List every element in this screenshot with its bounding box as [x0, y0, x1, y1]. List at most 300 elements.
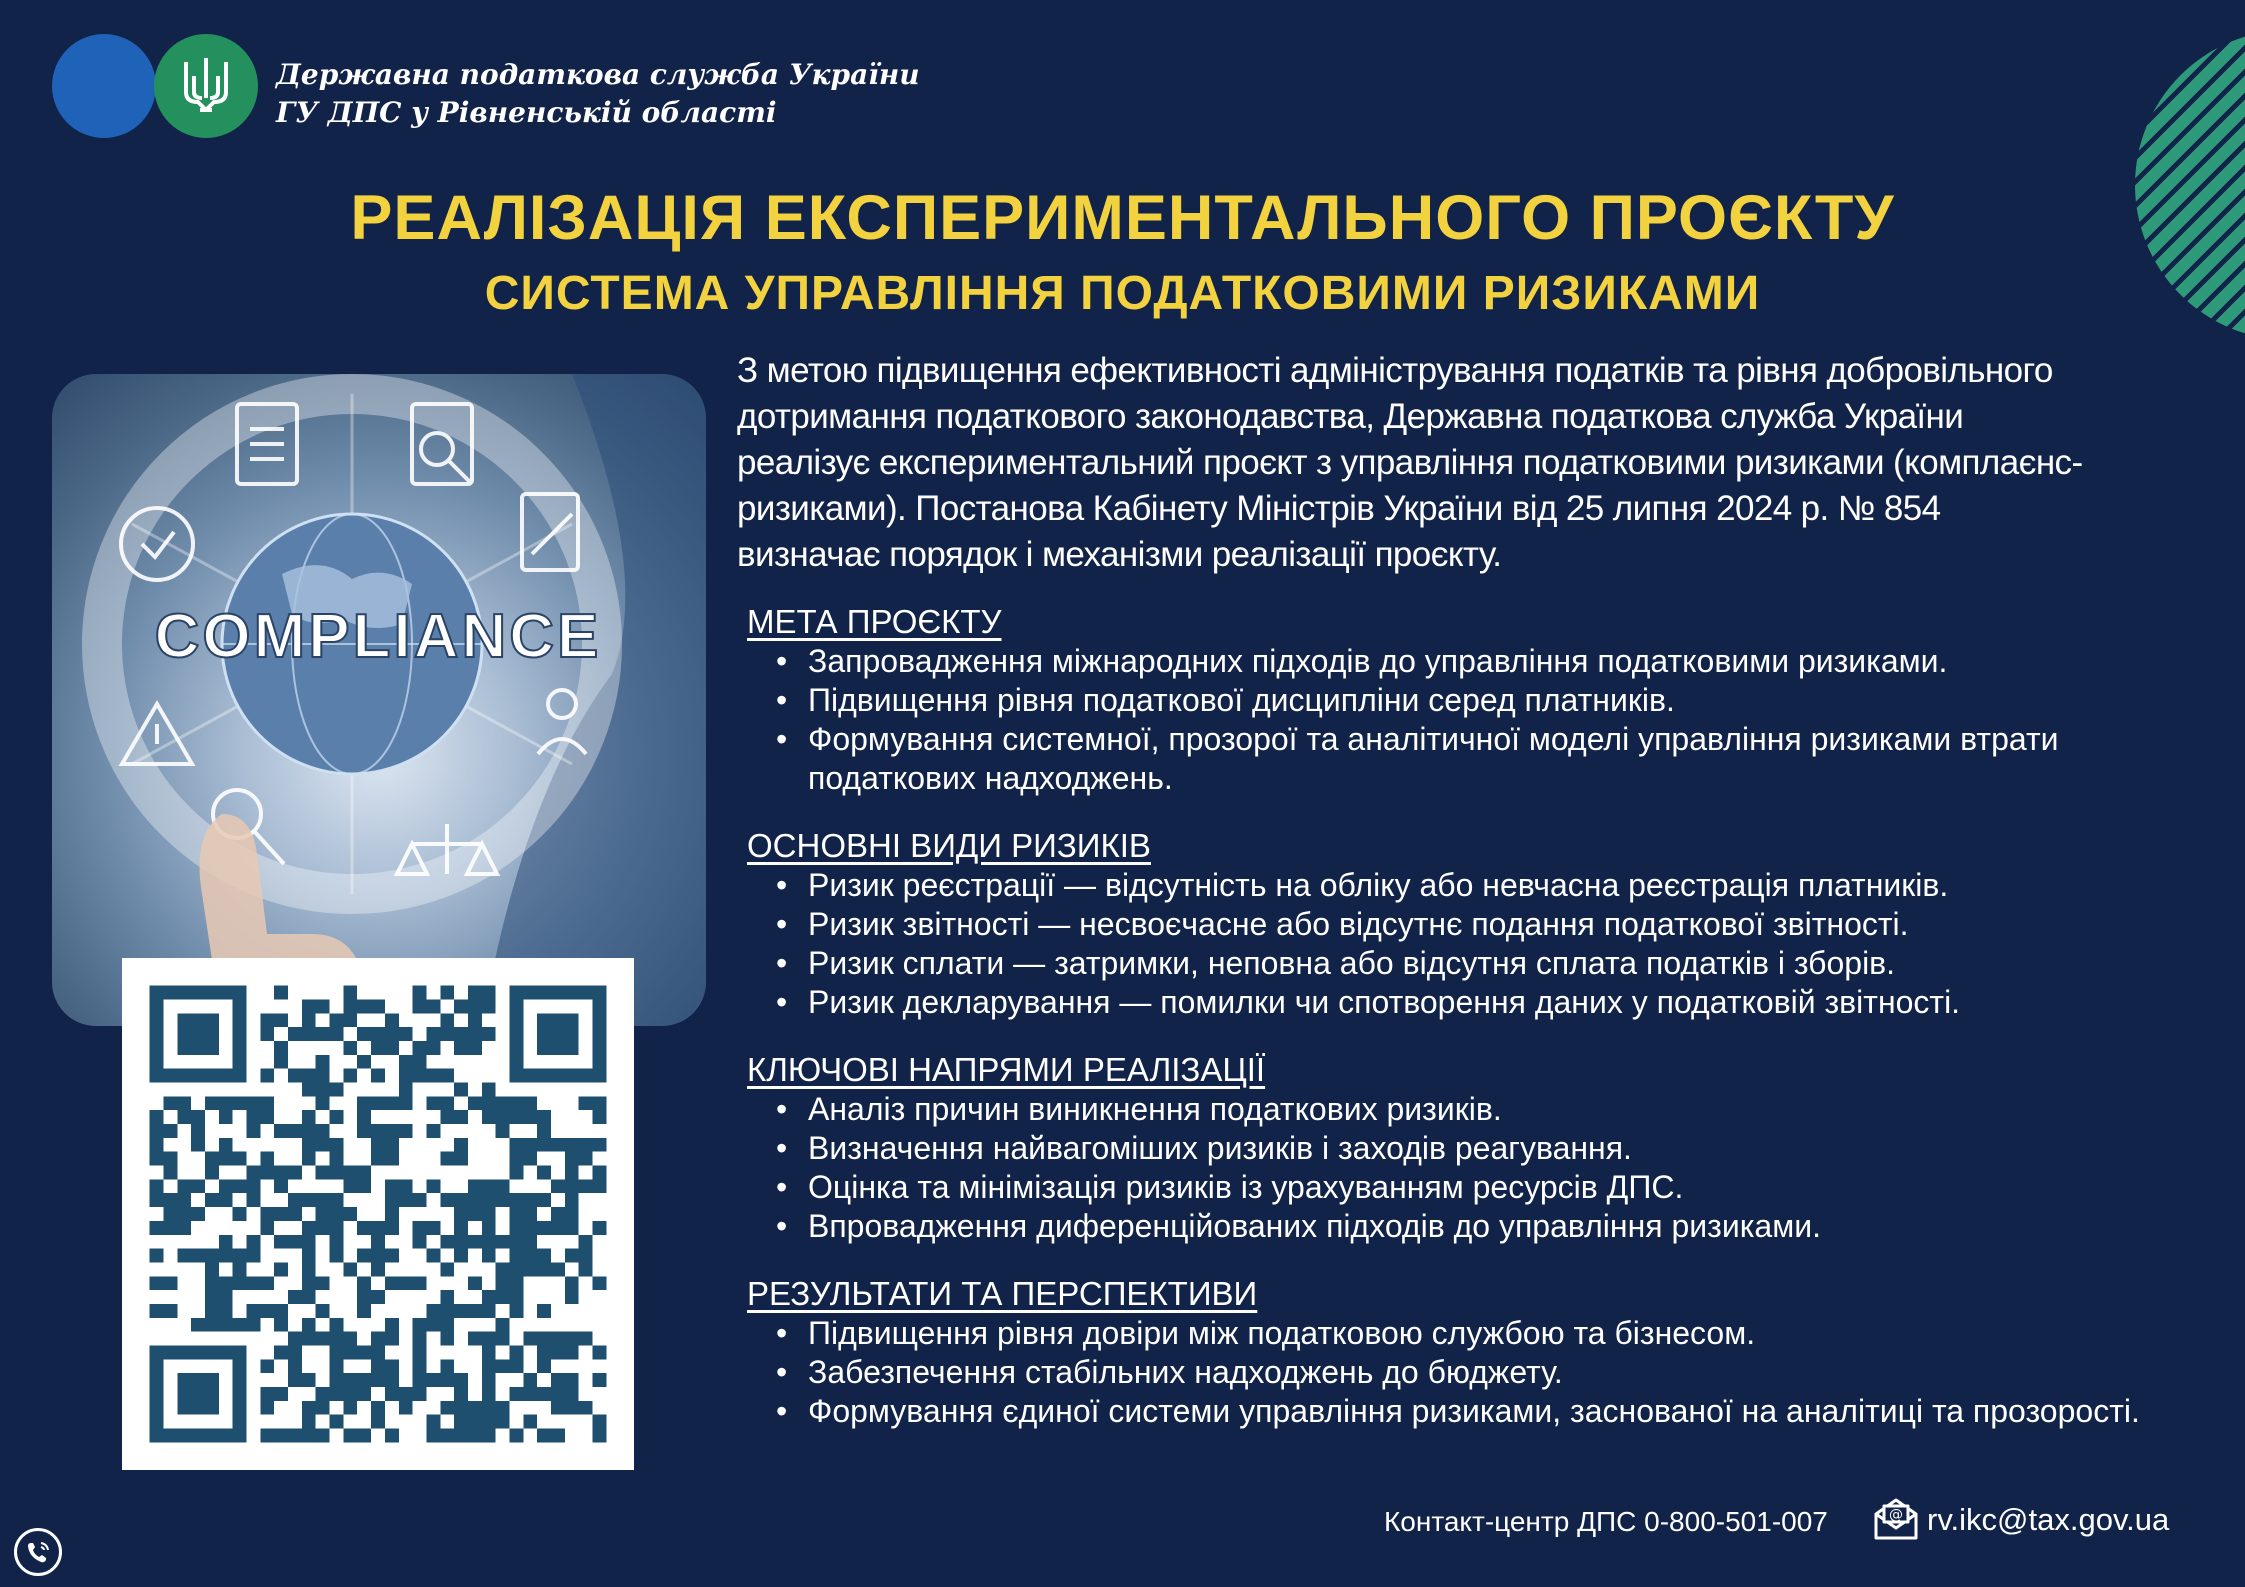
qr-module [343, 1387, 357, 1401]
qr-module [537, 1166, 551, 1180]
qr-module [357, 1387, 371, 1401]
qr-module [565, 1152, 579, 1166]
qr-module [288, 1124, 302, 1138]
qr-module [233, 1207, 247, 1221]
qr-module [413, 1193, 427, 1207]
qr-module [454, 1207, 468, 1221]
qr-module [413, 1332, 427, 1346]
list-item: • Ризик реєстрації — відсутність на обліку або невчасна реєстрація платників. [808, 866, 2187, 905]
qr-module [330, 1415, 344, 1429]
qr-module [343, 1166, 357, 1180]
qr-module [330, 1249, 344, 1263]
qr-module [274, 1055, 288, 1069]
qr-module [551, 1373, 565, 1387]
qr-module [399, 1069, 413, 1083]
qr-module [164, 1096, 178, 1110]
qr-module [551, 1207, 565, 1221]
qr-module [302, 1276, 316, 1290]
qr-module [247, 1193, 261, 1207]
qr-module [509, 1249, 523, 1263]
qr-module [537, 1138, 551, 1152]
qr-module [468, 1193, 482, 1207]
qr-module [482, 1193, 496, 1207]
qr-module [191, 1207, 205, 1221]
qr-module [454, 1110, 468, 1124]
qr-module [164, 1304, 178, 1318]
qr-module [260, 1428, 274, 1442]
qr-module [426, 1041, 440, 1055]
qr-module [150, 1179, 164, 1193]
qr-module [316, 1069, 330, 1083]
qr-module [205, 1166, 219, 1180]
qr-module [454, 1193, 468, 1207]
qr-module [509, 1359, 523, 1373]
qr-module [316, 1083, 330, 1097]
qr-module [260, 1304, 274, 1318]
qr-module [274, 1428, 288, 1442]
qr-module [426, 1096, 440, 1110]
qr-module [288, 1069, 302, 1083]
qr-module [247, 1276, 261, 1290]
qr-module [288, 1235, 302, 1249]
qr-module [537, 1249, 551, 1263]
qr-module [509, 1345, 523, 1359]
qr-module [219, 1179, 233, 1193]
qr-module [509, 1235, 523, 1249]
list-item: • Ризик звітності — несвоєчасне або відсутнє подання податкової звітності. [808, 905, 2187, 944]
qr-module [454, 1000, 468, 1014]
qr-module [233, 1179, 247, 1193]
qr-module [205, 1276, 219, 1290]
qr-module [565, 1387, 579, 1401]
qr-module [454, 1083, 468, 1097]
list-item: • Формування системної, прозорої та аналітичної моделі управління ризиками втрати податкових надходжень. [808, 720, 2178, 798]
list-item: • Формування єдиної системи управління ризиками, заснованої на аналітиці та прозорості. [808, 1392, 2178, 1431]
qr-module [523, 1221, 537, 1235]
qr-module [537, 1359, 551, 1373]
qr-module [468, 1179, 482, 1193]
email-link[interactable]: rv.ikc@tax.gov.ua [1927, 1502, 2170, 1537]
qr-module [371, 1262, 385, 1276]
qr-module [233, 1152, 247, 1166]
qr-module [330, 1027, 344, 1041]
qr-module [565, 1166, 579, 1180]
qr-module [496, 1332, 510, 1346]
qr-module [302, 1000, 316, 1014]
qr-module [177, 1221, 191, 1235]
qr-module [260, 1152, 274, 1166]
qr-module [330, 1138, 344, 1152]
qr-module [330, 1359, 344, 1373]
qr-module [579, 1401, 593, 1415]
qr-module [302, 1221, 316, 1235]
qr-module [482, 1304, 496, 1318]
qr-module [509, 1262, 523, 1276]
qr-module [496, 1415, 510, 1429]
qr-module [482, 1415, 496, 1429]
qr-module [219, 1235, 233, 1249]
qr-module [274, 1387, 288, 1401]
section-heading: ОСНОВНІ ВИДИ РИЗИКІВ [747, 827, 1151, 864]
qr-module [302, 1235, 316, 1249]
qr-module [426, 1000, 440, 1014]
qr-module [247, 1110, 261, 1124]
bullet-list [747, 1090, 2187, 1246]
qr-module [205, 1262, 219, 1276]
qr-module [523, 1262, 537, 1276]
qr-module [454, 1373, 468, 1387]
intro-line: визначає порядок і механізми реалізації проєкту. [737, 535, 1502, 574]
qr-module [385, 1096, 399, 1110]
qr-module [247, 1096, 261, 1110]
qr-module [316, 1096, 330, 1110]
compliance-image [52, 374, 706, 1026]
list-item: • Впровадження диференційованих підходів до управління ризиками. [808, 1207, 2187, 1246]
qr-module [426, 1179, 440, 1193]
qr-module [592, 1415, 606, 1429]
qr-module [316, 1124, 330, 1138]
qr-module [371, 1096, 385, 1110]
qr-module [371, 1152, 385, 1166]
qr-module [302, 1373, 316, 1387]
qr-module [343, 1000, 357, 1014]
intro-line: ризиками). Постанова Кабінету Міністрів України від 25 липня 2024 р. № 854 [737, 489, 1941, 528]
qr-module [454, 1249, 468, 1263]
qr-module [260, 1276, 274, 1290]
qr-module [523, 1152, 537, 1166]
qr-module [260, 1096, 274, 1110]
qr-module [592, 1096, 606, 1110]
qr-module [537, 1110, 551, 1124]
qr-module [357, 1249, 371, 1263]
qr-module [482, 1401, 496, 1415]
qr-module [496, 1110, 510, 1124]
qr-module [205, 1096, 219, 1110]
qr-module [302, 1138, 316, 1152]
qr-module [482, 1373, 496, 1387]
qr-module [565, 1290, 579, 1304]
qr-module [371, 1415, 385, 1429]
qr-module [247, 1304, 261, 1318]
qr-module [413, 1055, 427, 1069]
qr-code[interactable] [122, 958, 634, 1470]
qr-module [426, 1318, 440, 1332]
qr-module [219, 1138, 233, 1152]
list-item: • Підвищення рівня довіри між податковою службою та бізнесом. [808, 1314, 2187, 1353]
qr-module [288, 1428, 302, 1442]
qr-module [205, 1290, 219, 1304]
qr-module [330, 1207, 344, 1221]
qr-module [191, 1124, 205, 1138]
qr-module [537, 1221, 551, 1235]
qr-module [592, 1428, 606, 1442]
qr-module [219, 1290, 233, 1304]
qr-module [385, 1041, 399, 1055]
qr-module [233, 1262, 247, 1276]
qr-module [496, 1096, 510, 1110]
qr-module [233, 1318, 247, 1332]
qr-module [592, 1179, 606, 1193]
bullet-list [747, 642, 2187, 798]
qr-module [385, 1124, 399, 1138]
qr-module [233, 1276, 247, 1290]
qr-module [440, 986, 454, 1000]
qr-module [565, 1276, 579, 1290]
qr-module [191, 1249, 205, 1263]
qr-module [399, 1083, 413, 1097]
qr-module [316, 1193, 330, 1207]
qr-module [371, 1221, 385, 1235]
qr-module [440, 1193, 454, 1207]
qr-module [330, 1318, 344, 1332]
intro-paragraph [737, 348, 2177, 578]
qr-module [579, 1262, 593, 1276]
qr-module [454, 1235, 468, 1249]
qr-module [440, 1013, 454, 1027]
qr-module [302, 1124, 316, 1138]
qr-module [260, 1207, 274, 1221]
logo [52, 34, 262, 138]
qr-module [150, 1138, 164, 1152]
qr-module [482, 1345, 496, 1359]
qr-finder-center [177, 1013, 219, 1055]
qr-module [316, 1332, 330, 1346]
organization-name [276, 56, 920, 132]
qr-module [399, 1179, 413, 1193]
qr-module [302, 1152, 316, 1166]
qr-module [150, 1249, 164, 1263]
qr-module [219, 1304, 233, 1318]
qr-module [523, 1332, 537, 1346]
qr-module [357, 1428, 371, 1442]
qr-module [468, 1332, 482, 1346]
svg-text:@: @ [1889, 1507, 1903, 1523]
qr-module [509, 1096, 523, 1110]
qr-module [413, 1318, 427, 1332]
qr-module [523, 1235, 537, 1249]
qr-module [330, 1387, 344, 1401]
qr-module [565, 1179, 579, 1193]
qr-module [357, 1166, 371, 1180]
qr-module [260, 1401, 274, 1415]
qr-module [371, 1401, 385, 1415]
qr-module [274, 986, 288, 1000]
qr-module [274, 1262, 288, 1276]
qr-module [385, 1387, 399, 1401]
qr-module [440, 1401, 454, 1415]
qr-module [343, 1069, 357, 1083]
qr-module [219, 1096, 233, 1110]
qr-module [565, 1221, 579, 1235]
qr-module [219, 1249, 233, 1263]
qr-module [288, 1193, 302, 1207]
qr-module [385, 1193, 399, 1207]
email-icon [1873, 1494, 1919, 1542]
qr-module [288, 1027, 302, 1041]
qr-module [551, 1428, 565, 1442]
qr-module [302, 1415, 316, 1429]
qr-module [496, 1193, 510, 1207]
qr-module [316, 1276, 330, 1290]
qr-module [454, 1401, 468, 1415]
qr-module [191, 1179, 205, 1193]
qr-module [371, 1249, 385, 1263]
qr-module [509, 1221, 523, 1235]
qr-module [496, 1235, 510, 1249]
qr-module [177, 1193, 191, 1207]
qr-module [413, 1276, 427, 1290]
qr-module [302, 1428, 316, 1442]
qr-module [440, 1332, 454, 1346]
qr-module [302, 1110, 316, 1124]
qr-module [316, 1304, 330, 1318]
qr-module [357, 1027, 371, 1041]
qr-module [343, 1428, 357, 1442]
qr-module [426, 1304, 440, 1318]
qr-module [288, 1373, 302, 1387]
qr-module [413, 1041, 427, 1055]
qr-module [509, 1152, 523, 1166]
qr-module [371, 1041, 385, 1055]
qr-module [233, 1249, 247, 1263]
qr-module [440, 1096, 454, 1110]
qr-module [247, 1166, 261, 1180]
compliance-illustration [52, 374, 706, 1026]
qr-module [274, 1124, 288, 1138]
section-heading: МЕТА ПРОЄКТУ [747, 603, 1002, 640]
qr-module [385, 1221, 399, 1235]
qr-module [164, 1166, 178, 1180]
qr-module [371, 1124, 385, 1138]
qr-module [468, 1428, 482, 1442]
qr-module [150, 1152, 164, 1166]
qr-module [330, 1166, 344, 1180]
qr-module [150, 1276, 164, 1290]
qr-module [454, 1428, 468, 1442]
qr-module [426, 1249, 440, 1263]
qr-module [468, 1415, 482, 1429]
qr-module [579, 1235, 593, 1249]
list-item: • Запровадження міжнародних підходів до управління податковими ризиками. [808, 642, 2187, 681]
qr-module [371, 1138, 385, 1152]
qr-module [219, 1276, 233, 1290]
qr-module [523, 1207, 537, 1221]
qr-module [440, 1318, 454, 1332]
logo-blue-circle [52, 34, 156, 138]
phone-glyph [17, 1531, 59, 1573]
qr-module [413, 1221, 427, 1235]
qr-module [523, 1096, 537, 1110]
qr-module [482, 1249, 496, 1263]
qr-module [537, 1387, 551, 1401]
qr-module [316, 1000, 330, 1014]
qr-module [523, 1138, 537, 1152]
qr-module [316, 1166, 330, 1180]
qr-module [371, 1000, 385, 1014]
qr-module [288, 1359, 302, 1373]
qr-module [177, 1096, 191, 1110]
phone-icon[interactable] [14, 1528, 62, 1576]
qr-module [357, 1110, 371, 1124]
qr-module [247, 1235, 261, 1249]
qr-module [260, 1069, 274, 1083]
qr-module [509, 1193, 523, 1207]
qr-module [302, 1027, 316, 1041]
qr-module [440, 1152, 454, 1166]
qr-module [164, 1124, 178, 1138]
qr-module [302, 1332, 316, 1346]
qr-module [357, 1373, 371, 1387]
qr-module [330, 1110, 344, 1124]
qr-module [496, 1318, 510, 1332]
qr-module [205, 1318, 219, 1332]
qr-module [440, 1304, 454, 1318]
qr-module [330, 1373, 344, 1387]
qr-module [274, 1304, 288, 1318]
qr-module [468, 1304, 482, 1318]
qr-code-pattern [122, 958, 634, 1470]
qr-module [385, 1179, 399, 1193]
section-heading: РЕЗУЛЬТАТИ ТА ПЕРСПЕКТИВИ [747, 1275, 1258, 1312]
qr-module [316, 1401, 330, 1415]
qr-module [302, 1083, 316, 1097]
qr-module [496, 1359, 510, 1373]
qr-module [592, 1166, 606, 1180]
qr-module [177, 1110, 191, 1124]
qr-module [482, 986, 496, 1000]
qr-module [440, 1235, 454, 1249]
qr-module [579, 1138, 593, 1152]
qr-module [565, 1401, 579, 1415]
qr-module [191, 1318, 205, 1332]
qr-module [385, 1276, 399, 1290]
qr-module [371, 1027, 385, 1041]
qr-module [579, 1332, 593, 1346]
qr-module [260, 1166, 274, 1180]
qr-module [357, 1345, 371, 1359]
list-item: • Підвищення рівня податкової дисципліни серед платників. [808, 681, 2187, 720]
qr-module [482, 1207, 496, 1221]
qr-module [357, 1055, 371, 1069]
qr-module [288, 1207, 302, 1221]
qr-module [523, 1415, 537, 1429]
qr-module [371, 1290, 385, 1304]
qr-module [537, 1304, 551, 1318]
compliance-caption: COMPLIANCE [154, 602, 602, 671]
main-title: РЕАЛІЗАЦІЯ ЕКСПЕРИМЕНТАЛЬНОГО ПРОЄКТУ [350, 183, 1895, 253]
qr-module [288, 1332, 302, 1346]
qr-module [592, 1110, 606, 1124]
qr-module [592, 1373, 606, 1387]
qr-module [551, 1332, 565, 1346]
qr-module [316, 1221, 330, 1235]
qr-module [523, 1249, 537, 1263]
qr-module [330, 1193, 344, 1207]
qr-module [565, 1332, 579, 1346]
section-key-directions [747, 1050, 2187, 1246]
qr-module [496, 1276, 510, 1290]
qr-module [413, 1235, 427, 1249]
qr-module [330, 1152, 344, 1166]
qr-module [357, 1000, 371, 1014]
qr-module [205, 1304, 219, 1318]
qr-module [343, 986, 357, 1000]
qr-module [247, 1179, 261, 1193]
qr-module [399, 1096, 413, 1110]
qr-module [551, 1345, 565, 1359]
qr-module [302, 1290, 316, 1304]
qr-module [454, 1221, 468, 1235]
